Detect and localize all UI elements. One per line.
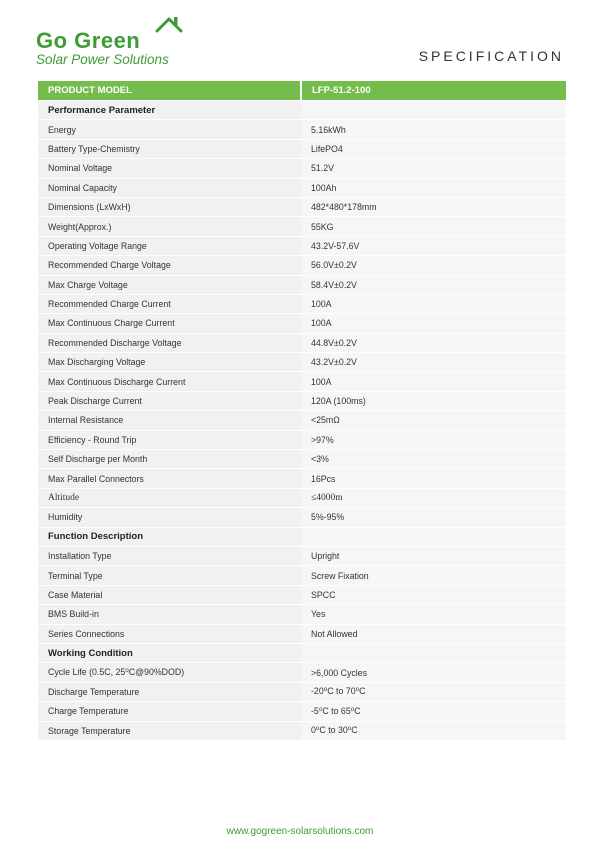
spec-value: ≤4000m <box>301 488 566 507</box>
product-model-label: PRODUCT MODEL <box>38 81 301 101</box>
table-row <box>38 566 566 585</box>
product-model-row <box>38 81 566 101</box>
section-header-row <box>38 101 566 120</box>
table-row <box>38 450 566 469</box>
spec-label: Installation Type <box>38 546 301 565</box>
spec-label: Operating Voltage Range <box>38 236 301 255</box>
spec-value: 44.8V±0.2V <box>301 333 566 352</box>
spec-label: Battery Type-Chemistry <box>38 139 301 158</box>
spec-label: Peak Discharge Current <box>38 391 301 410</box>
spec-value: Not Allowed <box>301 624 566 643</box>
table-row <box>38 430 566 449</box>
table-row <box>38 488 566 507</box>
spec-label: Recommended Discharge Voltage <box>38 333 301 352</box>
spec-label: Max Continuous Charge Current <box>38 314 301 333</box>
spec-value: 100A <box>301 372 566 391</box>
table-row <box>38 372 566 391</box>
table-row <box>38 256 566 275</box>
spec-label: BMS Build-in <box>38 605 301 624</box>
spec-label: Self Discharge per Month <box>38 450 301 469</box>
spec-table <box>38 81 566 741</box>
table-row <box>38 333 566 352</box>
table-row <box>38 546 566 565</box>
spec-label: Dimensions (LxWxH) <box>38 197 301 216</box>
spec-value: 51.2V <box>301 159 566 178</box>
spec-value: <25mΩ <box>301 411 566 430</box>
table-row <box>38 294 566 313</box>
spec-label: Efficiency - Round Trip <box>38 430 301 449</box>
table-row <box>38 605 566 624</box>
spec-label: Storage Temperature <box>38 721 301 740</box>
spec-value: 43.2V-57.6V <box>301 236 566 255</box>
section-header-row <box>38 643 566 662</box>
spec-label: Cycle Life (0.5C, 25⁰C@90%DOD) <box>38 663 301 682</box>
spec-label: Max Charge Voltage <box>38 275 301 294</box>
table-row <box>38 120 566 139</box>
table-row <box>38 197 566 216</box>
spec-value: 0⁰C to 30⁰C <box>301 721 566 740</box>
table-row <box>38 217 566 236</box>
brand-tagline: Solar Power Solutions <box>36 52 169 67</box>
section-header-row <box>38 527 566 546</box>
spec-label: Humidity <box>38 508 301 527</box>
house-icon <box>154 14 184 44</box>
spec-value: 55KG <box>301 217 566 236</box>
spec-label: Recommended Charge Voltage <box>38 256 301 275</box>
company-logo <box>36 14 186 67</box>
table-row <box>38 663 566 682</box>
table-row <box>38 469 566 488</box>
footer-website[interactable]: www.gogreen-solarsolutions.com <box>226 826 374 837</box>
product-model-value: LFP-51.2-100 <box>301 81 566 101</box>
table-row <box>38 721 566 740</box>
spec-value: >6,000 Cycles <box>301 663 566 682</box>
spec-value: <3% <box>301 450 566 469</box>
spec-value: 100A <box>301 294 566 313</box>
table-row <box>38 139 566 158</box>
spec-value: 482*480*178mm <box>301 197 566 216</box>
section-title-blank <box>301 527 566 546</box>
spec-label: Nominal Voltage <box>38 159 301 178</box>
spec-value: 16Pcs <box>301 469 566 488</box>
table-row <box>38 275 566 294</box>
spec-value: 100Ah <box>301 178 566 197</box>
spec-table-body <box>38 81 566 740</box>
section-title: Function Description <box>38 527 301 546</box>
table-row <box>38 314 566 333</box>
spec-label: Discharge Temperature <box>38 682 301 701</box>
table-row <box>38 353 566 372</box>
table-row <box>38 391 566 410</box>
spec-value: 5%-95% <box>301 508 566 527</box>
spec-value: Screw Fixation <box>301 566 566 585</box>
table-row <box>38 585 566 604</box>
spec-value: Yes <box>301 605 566 624</box>
spec-value: Upright <box>301 546 566 565</box>
spec-label: Charge Temperature <box>38 702 301 721</box>
section-title: Working Condition <box>38 643 301 662</box>
spec-label: Nominal Capacity <box>38 178 301 197</box>
spec-value: -5⁰C to 65⁰C <box>301 702 566 721</box>
spec-value: 58.4V±0.2V <box>301 275 566 294</box>
table-row <box>38 178 566 197</box>
spec-label: Max Discharging Voltage <box>38 353 301 372</box>
spec-value: SPCC <box>301 585 566 604</box>
spec-value: 120A (100ms) <box>301 391 566 410</box>
spec-value: 100A <box>301 314 566 333</box>
spec-value: 43.2V±0.2V <box>301 353 566 372</box>
table-row <box>38 508 566 527</box>
table-row <box>38 702 566 721</box>
table-row <box>38 411 566 430</box>
spec-label: Series Connections <box>38 624 301 643</box>
spec-value: 56.0V±0.2V <box>301 256 566 275</box>
spec-label: Case Material <box>38 585 301 604</box>
table-row <box>38 236 566 255</box>
table-row <box>38 624 566 643</box>
spec-label: Terminal Type <box>38 566 301 585</box>
spec-label: Max Continuous Discharge Current <box>38 372 301 391</box>
spec-label: Internal Resistance <box>38 411 301 430</box>
section-title-blank <box>301 101 566 120</box>
spec-label: Max Parallel Connectors <box>38 469 301 488</box>
spec-label: Energy <box>38 120 301 139</box>
spec-label: Altitude <box>38 488 301 507</box>
spec-label: Recommended Charge Current <box>38 294 301 313</box>
spec-label: Weight(Approx.) <box>38 217 301 236</box>
section-title-blank <box>301 643 566 662</box>
spec-value: >97% <box>301 430 566 449</box>
brand-name: Go Green <box>36 28 141 53</box>
spec-value: LifePO4 <box>301 139 566 158</box>
document-title: SPECIFICATION <box>418 48 564 64</box>
table-row <box>38 682 566 701</box>
spec-value: -20⁰C to 70⁰C <box>301 682 566 701</box>
spec-value: 5.16kWh <box>301 120 566 139</box>
section-title: Performance Parameter <box>38 101 301 120</box>
table-row <box>38 159 566 178</box>
